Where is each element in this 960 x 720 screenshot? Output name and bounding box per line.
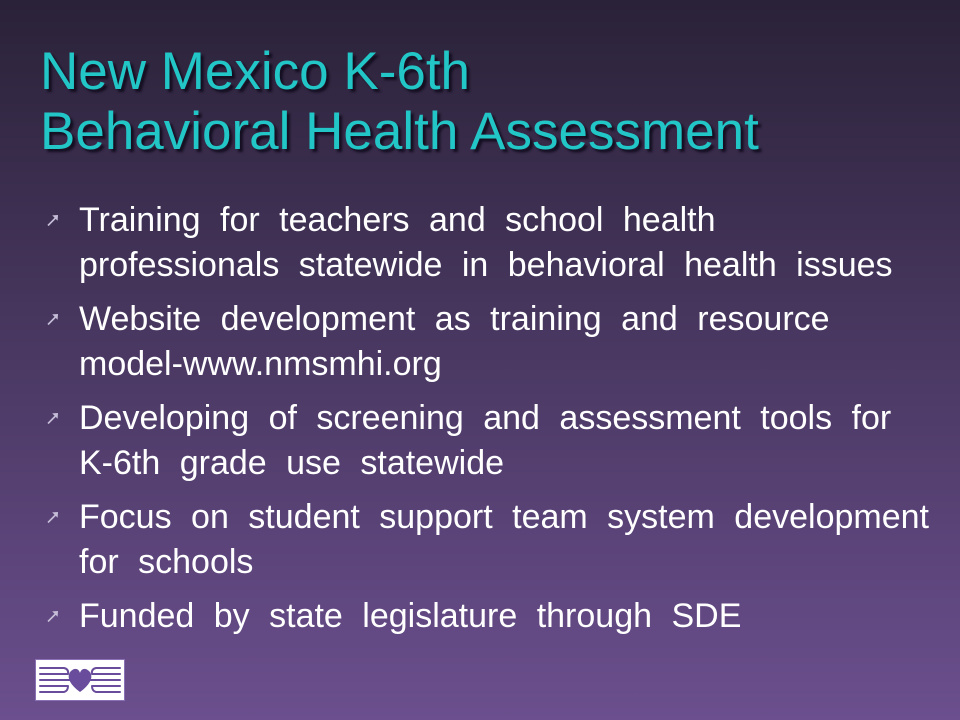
title-line-1: New Mexico K-6th [40, 42, 471, 101]
bullet-item [0, 594, 960, 639]
slide-title [40, 42, 759, 162]
bullet-text [79, 297, 960, 387]
bullet-text [79, 594, 960, 639]
bullet-list [0, 198, 960, 648]
bullet-item [0, 396, 960, 486]
bullet-line: K-6th grade use statewide [79, 444, 505, 482]
bullet-line: Website development as training and resource [79, 300, 830, 338]
heart-hands-logo [35, 659, 125, 701]
bullet-text [79, 495, 960, 585]
arrow-shaft [48, 416, 56, 424]
arrow-shaft [48, 515, 56, 523]
arrow-shaft [48, 614, 56, 622]
diagonal-arrow-icon [46, 609, 60, 623]
arrow-shaft [48, 317, 56, 325]
bullet-line: for schools [79, 543, 254, 581]
bullet-item [0, 198, 960, 288]
bullet-item [0, 495, 960, 585]
bullet-line: professionals statewide in behavioral health issues [79, 246, 893, 284]
diagonal-arrow-icon [46, 510, 60, 524]
bullet-item [0, 297, 960, 387]
bullet-line: model-www.nmsmhi.org [79, 345, 442, 383]
diagonal-arrow-icon [46, 411, 60, 425]
title-line-2: Behavioral Health Assessment [40, 102, 759, 161]
bullet-line: Focus on student support team system development [79, 498, 929, 536]
diagonal-arrow-icon [46, 312, 60, 326]
bullet-text [79, 198, 960, 288]
bullet-line: Training for teachers and school health [79, 201, 716, 239]
arrow-shaft [48, 218, 56, 226]
bullet-line: Developing of screening and assessment tools for [79, 399, 892, 437]
bullet-line: Funded by state legislature through SDE [79, 597, 742, 635]
bullet-text [79, 396, 960, 486]
diagonal-arrow-icon [46, 213, 60, 227]
